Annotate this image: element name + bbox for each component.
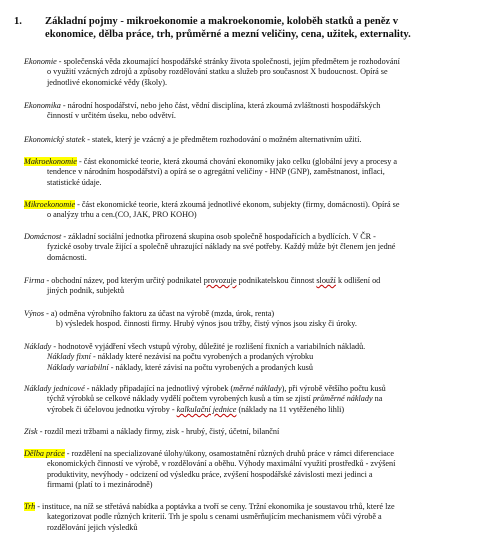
definition-text: produktivity, nevýhody - odcizení od výsledku práce, zvýšení hospodářské závislosti mezi jedinci a bbox=[47, 469, 373, 479]
definition-text: - národní hospodářství, nebo jeho část, vědní disciplína, která zkoumá zvláštnosti hospodářských bbox=[60, 101, 381, 110]
definition-vynos bbox=[24, 309, 460, 330]
definition-text: - náklady, které závisí na počtu vyrobených a prodaných kusů bbox=[108, 362, 313, 372]
definition-text: k odlišení od bbox=[335, 276, 381, 285]
term-naklady-jednicove: Náklady jednicové bbox=[24, 384, 85, 393]
section-title-line: ekonomice, dělba práce, trh, průměrné a mezní veličiny, cena, užitek, externality. bbox=[45, 29, 411, 40]
definition-zisk bbox=[24, 427, 460, 437]
definition-text: - náklady které nezávisí na počtu vyrobených a prodaných výrobku bbox=[90, 352, 314, 362]
definition-domacnost bbox=[24, 232, 460, 263]
term-ekonomie: Ekonomie bbox=[24, 57, 57, 66]
term-firma: Firma bbox=[24, 276, 45, 285]
definition-text: jednotlivé ekonomické vědy (školy). bbox=[47, 77, 168, 87]
misspelled-word: provozuje bbox=[203, 276, 237, 285]
definition-trh bbox=[24, 502, 460, 533]
definition-text: - základní sociální jednotka přirozená skupina osob společně hospodařících a bydlících. V ČR - bbox=[61, 232, 376, 241]
definition-ekonomicky-statek bbox=[24, 135, 460, 145]
definition-text: - náklady připadající na jednotlivý výrobek ( bbox=[84, 384, 234, 393]
term-naklady-fixni: Náklady fixní bbox=[47, 352, 91, 362]
definition-text: týchž výrobků se celkové náklady vydělí počtem vyrobených kusů a tím se zjistí bbox=[47, 394, 313, 404]
definition-text: - rozdělení na specializované úlohy/úkony, osamostatnění různých druhů práce v rámci diferenciace bbox=[64, 449, 395, 458]
section-title bbox=[45, 15, 465, 41]
term-delba-prace: Dělba práce bbox=[24, 449, 65, 458]
definition-makroekonomie bbox=[24, 157, 460, 188]
section-number: 1. bbox=[14, 16, 22, 27]
definition-text: - část ekonomické teorie, která zkoumá chování ekonomiky jako celku (globální jevy a procesy a bbox=[76, 157, 398, 166]
definition-text: - hodnotově vyjádření všech vstupů výroby, důležité je rozlišení fixních a variabilních nákladů. bbox=[51, 342, 366, 351]
definition-text: kategorizovat podle různých kriterií. Trh je spolu s cenami usměrňujícím mechanismem vůči výrobě a bbox=[47, 512, 382, 522]
term-mikroekonomie: Mikroekonomie bbox=[24, 200, 76, 209]
definition-text: fyzické osoby trvale žijící a společně uhrazující náklady na své potřeby. Každý může být členem jen jedné bbox=[47, 242, 396, 252]
definition-text: - společenská věda zkoumající hospodářské stránky života společnosti, jejím předmětem je rozhodování bbox=[56, 57, 400, 66]
definition-text: o analýzy trhu a cen.(CO, JAK, PRO KOHO) bbox=[47, 210, 197, 220]
section-title-line: Základní pojmy - mikroekonomie a makroekonomie, koloběh statků a peněz v bbox=[45, 16, 399, 27]
definition-text: statistické údaje. bbox=[47, 177, 102, 187]
definition-text: b) výsledek hospod. činnosti firmy. Hrubý výnos jsou tržby, čistý výnos jsou zisky či úroky. bbox=[56, 319, 357, 329]
definition-text: o využití vzácných zdrojů a způsoby rozdělování statku a služeb pro současnost X budoucnost. Opírá se bbox=[47, 67, 388, 77]
term-kalkulacni-jednice: kalkulační jednice bbox=[176, 404, 237, 414]
definition-text: ), při výrobě většího počtu kusů bbox=[281, 384, 386, 393]
definition-firma bbox=[24, 276, 460, 297]
definition-mikroekonomie bbox=[24, 200, 460, 221]
definition-text: (náklady na 11 vytěženého lihli) bbox=[236, 404, 345, 414]
definition-text: rozdělování jejich výsledků bbox=[47, 522, 138, 532]
term-ekonomicky-statek: Ekonomický statek bbox=[24, 135, 86, 144]
definition-text: - instituce, na níž se střetává nabídka a poptávka a tvoří se ceny. Tržní ekonomika je soustavou trhů, které lze bbox=[35, 502, 395, 511]
term-merne-naklady: měrné náklady bbox=[233, 384, 282, 393]
misspelled-word: slouží bbox=[316, 276, 336, 285]
term-naklady: Náklady bbox=[24, 342, 52, 351]
definition-text: - obchodní název, pod kterým určitý podnikatel bbox=[44, 276, 204, 285]
definition-ekonomie bbox=[24, 57, 460, 88]
definition-text: firmami (platí to i mezinárodně) bbox=[47, 480, 153, 490]
definition-text: podnikatelskou činnost bbox=[236, 276, 317, 285]
term-trh: Trh bbox=[24, 502, 36, 511]
definition-naklady-jednicove bbox=[24, 384, 460, 415]
definition-text: - statek, který je vzácný a je předmětem rozhodování o možném alternativním užití. bbox=[85, 135, 362, 144]
term-vynos: Výnos bbox=[24, 309, 45, 318]
definition-delba-prace bbox=[24, 449, 460, 491]
term-prumerne-naklady: průměrné náklady bbox=[312, 394, 373, 404]
definition-text: výrobek či účelovou jednotku výroby - bbox=[47, 404, 177, 414]
term-makroekonomie: Makroekonomie bbox=[24, 157, 77, 166]
term-domacnost: Domácnost bbox=[24, 232, 62, 241]
definition-text: na bbox=[372, 394, 383, 404]
definition-text: - a) odměna výrobního faktoru za účast na výrobě (mzda, úrok, renta) bbox=[44, 309, 275, 318]
definition-text: činností v určitém úseku, nebo odvětví. bbox=[47, 111, 176, 121]
term-naklady-variabilni: Náklady variabilní bbox=[47, 362, 109, 372]
definition-text: domácnosti. bbox=[47, 252, 87, 262]
definition-text: - část ekonomické teorie, která zkoumá jednotlivé ekonom, subjekty (firmy, domácnosti). Opírá se bbox=[75, 200, 400, 209]
definition-text: ekonomických činností ve výrobě, v rozdělování a oběhu. Výhody maximální využití prostředků - zvýšení bbox=[47, 459, 396, 469]
definition-naklady bbox=[24, 342, 460, 373]
definition-ekonomika bbox=[24, 101, 460, 122]
term-zisk: Zisk bbox=[24, 427, 38, 436]
term-ekonomika: Ekonomika bbox=[24, 101, 61, 110]
definition-text: jiných podnik, subjektů bbox=[47, 286, 125, 296]
definition-text: - rozdíl mezi tržbami a náklady firmy, zisk - hrubý, čistý, účetní, bilanční bbox=[37, 427, 280, 436]
definition-text: tendence v národním hospodářství) a opírá se o agregátní veličiny - HNP (GNP), zaměstnanost, inflaci, bbox=[47, 167, 385, 177]
